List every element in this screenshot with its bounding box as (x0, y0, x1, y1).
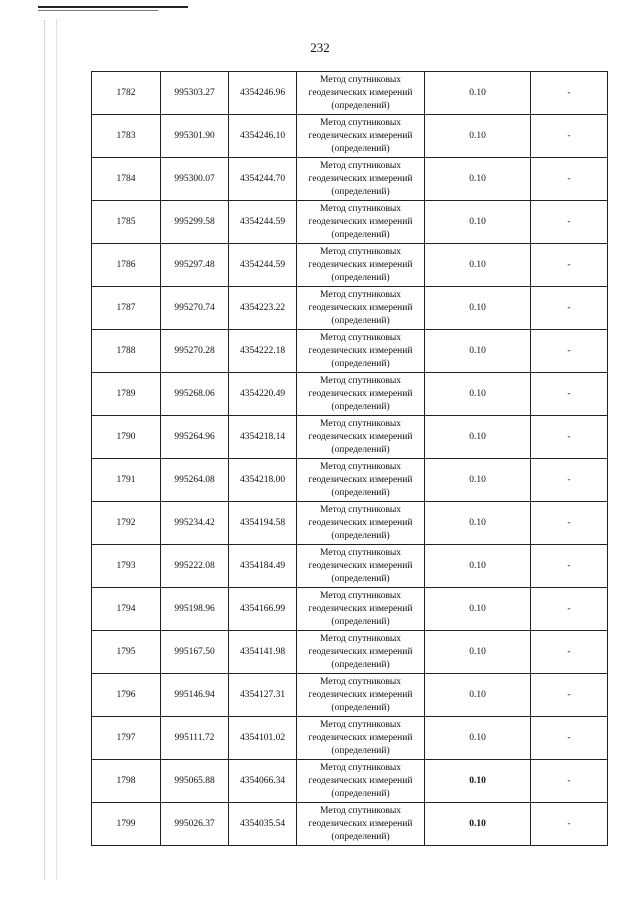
table-row (92, 287, 608, 330)
point-number-cell: 1795 (92, 631, 161, 674)
method-cell (297, 588, 425, 631)
y-coordinate-cell: 4354184.49 (229, 545, 297, 588)
x-coordinate-cell: 995300.07 (161, 158, 229, 201)
method-text-line: Метод спутниковых (319, 74, 402, 85)
method-text-line: геодезических измерений (308, 818, 413, 829)
precision-cell: 0.10 (425, 287, 531, 330)
precision-cell: 0.10 (425, 115, 531, 158)
point-number-cell: 1787 (92, 287, 161, 330)
precision-cell: 0.10 (425, 803, 531, 846)
x-coordinate-cell: 995146.94 (161, 674, 229, 717)
method-cell (297, 330, 425, 373)
point-number-cell: 1796 (92, 674, 161, 717)
precision-cell: 0.10 (425, 760, 531, 803)
method-text-line: Метод спутниковых (319, 547, 402, 558)
table-row (92, 244, 608, 287)
empty-value-cell: - (531, 588, 608, 631)
page-number: 232 (310, 40, 330, 55)
method-text-line: Метод спутниковых (319, 160, 402, 171)
point-number-cell: 1785 (92, 201, 161, 244)
y-coordinate-cell: 4354223.22 (229, 287, 297, 330)
point-number-cell: 1786 (92, 244, 161, 287)
method-cell (297, 631, 425, 674)
precision-cell: 0.10 (425, 201, 531, 244)
precision-cell: 0.10 (425, 588, 531, 631)
table-row (92, 416, 608, 459)
precision-cell: 0.10 (425, 459, 531, 502)
point-number-cell: 1788 (92, 330, 161, 373)
scan-artifact-margin (56, 20, 58, 880)
y-coordinate-cell: 4354166.99 (229, 588, 297, 631)
method-text-line: геодезических измерений (308, 259, 413, 270)
scan-artifact-line (38, 10, 158, 11)
x-coordinate-cell: 995198.96 (161, 588, 229, 631)
precision-cell: 0.10 (425, 158, 531, 201)
table-row (92, 803, 608, 846)
method-text-line: (определений) (331, 100, 390, 111)
method-text-line: (определений) (331, 401, 390, 412)
empty-value-cell: - (531, 459, 608, 502)
y-coordinate-cell: 4354141.98 (229, 631, 297, 674)
table-row (92, 717, 608, 760)
point-number-cell: 1794 (92, 588, 161, 631)
table-row (92, 545, 608, 588)
method-text-line: геодезических измерений (308, 517, 413, 528)
method-cell (297, 244, 425, 287)
y-coordinate-cell: 4354218.14 (229, 416, 297, 459)
empty-value-cell: - (531, 330, 608, 373)
method-text-line: геодезических измерений (308, 87, 413, 98)
x-coordinate-cell: 995167.50 (161, 631, 229, 674)
x-coordinate-cell: 995303.27 (161, 72, 229, 115)
empty-value-cell: - (531, 502, 608, 545)
scan-artifact-line (38, 6, 188, 8)
precision-cell: 0.10 (425, 545, 531, 588)
method-text-line: (определений) (331, 659, 390, 670)
precision-cell: 0.10 (425, 717, 531, 760)
empty-value-cell: - (531, 72, 608, 115)
empty-value-cell: - (531, 803, 608, 846)
method-text-line: Метод спутниковых (319, 332, 402, 343)
precision-cell: 0.10 (425, 631, 531, 674)
precision-cell: 0.10 (425, 330, 531, 373)
point-number-cell: 1783 (92, 115, 161, 158)
x-coordinate-cell: 995301.90 (161, 115, 229, 158)
x-coordinate-cell: 995111.72 (161, 717, 229, 760)
method-text-line: (определений) (331, 573, 390, 584)
method-text-line: геодезических измерений (308, 431, 413, 442)
method-text-line: геодезических измерений (308, 216, 413, 227)
x-coordinate-cell: 995264.08 (161, 459, 229, 502)
empty-value-cell: - (531, 201, 608, 244)
table-row (92, 502, 608, 545)
method-text-line: Метод спутниковых (319, 762, 402, 773)
method-cell (297, 201, 425, 244)
method-text-line: геодезических измерений (308, 732, 413, 743)
method-text-line: Метод спутниковых (319, 418, 402, 429)
method-cell (297, 72, 425, 115)
method-text-line: (определений) (331, 272, 390, 283)
empty-value-cell: - (531, 631, 608, 674)
method-text-line: (определений) (331, 186, 390, 197)
point-number-cell: 1782 (92, 72, 161, 115)
x-coordinate-cell: 995270.74 (161, 287, 229, 330)
y-coordinate-cell: 4354246.96 (229, 72, 297, 115)
coordinates-table (91, 71, 608, 846)
table-row (92, 760, 608, 803)
method-text-line: геодезических измерений (308, 775, 413, 786)
precision-cell: 0.10 (425, 72, 531, 115)
point-number-cell: 1789 (92, 373, 161, 416)
y-coordinate-cell: 4354222.18 (229, 330, 297, 373)
method-cell (297, 717, 425, 760)
method-cell (297, 545, 425, 588)
x-coordinate-cell: 995222.08 (161, 545, 229, 588)
method-text-line: Метод спутниковых (319, 117, 402, 128)
method-text-line: (определений) (331, 831, 390, 842)
method-text-line: (определений) (331, 616, 390, 627)
method-text-line: Метод спутниковых (319, 289, 402, 300)
method-text-line: геодезических измерений (308, 560, 413, 571)
precision-cell: 0.10 (425, 244, 531, 287)
method-cell (297, 287, 425, 330)
method-text-line: (определений) (331, 788, 390, 799)
method-text-line: геодезических измерений (308, 689, 413, 700)
point-number-cell: 1791 (92, 459, 161, 502)
method-text-line: геодезических измерений (308, 388, 413, 399)
table-row (92, 330, 608, 373)
table-row (92, 674, 608, 717)
empty-value-cell: - (531, 545, 608, 588)
method-text-line: Метод спутниковых (319, 461, 402, 472)
method-text-line: (определений) (331, 530, 390, 541)
method-text-line: геодезических измерений (308, 603, 413, 614)
y-coordinate-cell: 4354246.10 (229, 115, 297, 158)
table-row (92, 72, 608, 115)
method-text-line: геодезических измерений (308, 130, 413, 141)
point-number-cell: 1798 (92, 760, 161, 803)
table-row (92, 201, 608, 244)
method-text-line: геодезических измерений (308, 646, 413, 657)
method-cell (297, 674, 425, 717)
method-text-line: геодезических измерений (308, 345, 413, 356)
y-coordinate-cell: 4354066.34 (229, 760, 297, 803)
table-row (92, 373, 608, 416)
empty-value-cell: - (531, 760, 608, 803)
method-text-line: геодезических измерений (308, 302, 413, 313)
point-number-cell: 1793 (92, 545, 161, 588)
x-coordinate-cell: 995065.88 (161, 760, 229, 803)
method-text-line: Метод спутниковых (319, 504, 402, 515)
method-cell (297, 459, 425, 502)
method-text-line: геодезических измерений (308, 474, 413, 485)
point-number-cell: 1784 (92, 158, 161, 201)
method-cell (297, 416, 425, 459)
method-text-line: Метод спутниковых (319, 633, 402, 644)
x-coordinate-cell: 995264.96 (161, 416, 229, 459)
method-text-line: Метод спутниковых (319, 246, 402, 257)
method-text-line: (определений) (331, 745, 390, 756)
table-row (92, 459, 608, 502)
point-number-cell: 1790 (92, 416, 161, 459)
y-coordinate-cell: 4354244.70 (229, 158, 297, 201)
method-cell (297, 373, 425, 416)
point-number-cell: 1797 (92, 717, 161, 760)
empty-value-cell: - (531, 244, 608, 287)
precision-cell: 0.10 (425, 416, 531, 459)
empty-value-cell: - (531, 115, 608, 158)
x-coordinate-cell: 995297.48 (161, 244, 229, 287)
method-text-line: Метод спутниковых (319, 676, 402, 687)
empty-value-cell: - (531, 416, 608, 459)
method-text-line: (определений) (331, 487, 390, 498)
y-coordinate-cell: 4354127.31 (229, 674, 297, 717)
table-row (92, 588, 608, 631)
empty-value-cell: - (531, 373, 608, 416)
empty-value-cell: - (531, 717, 608, 760)
x-coordinate-cell: 995026.37 (161, 803, 229, 846)
method-text-line: Метод спутниковых (319, 590, 402, 601)
method-text-line: Метод спутниковых (319, 719, 402, 730)
y-coordinate-cell: 4354244.59 (229, 201, 297, 244)
empty-value-cell: - (531, 158, 608, 201)
x-coordinate-cell: 995234.42 (161, 502, 229, 545)
method-text-line: (определений) (331, 444, 390, 455)
method-text-line: Метод спутниковых (319, 203, 402, 214)
y-coordinate-cell: 4354101.02 (229, 717, 297, 760)
empty-value-cell: - (531, 287, 608, 330)
method-text-line: (определений) (331, 143, 390, 154)
precision-cell: 0.10 (425, 674, 531, 717)
precision-cell: 0.10 (425, 502, 531, 545)
point-number-cell: 1792 (92, 502, 161, 545)
method-cell (297, 803, 425, 846)
table-row (92, 631, 608, 674)
point-number-cell: 1799 (92, 803, 161, 846)
method-text-line: (определений) (331, 229, 390, 240)
method-text-line: Метод спутниковых (319, 805, 402, 816)
table-row (92, 115, 608, 158)
y-coordinate-cell: 4354035.54 (229, 803, 297, 846)
method-cell (297, 502, 425, 545)
method-text-line: Метод спутниковых (319, 375, 402, 386)
scan-artifact-margin (44, 20, 46, 880)
method-text-line: геодезических измерений (308, 173, 413, 184)
method-text-line: (определений) (331, 315, 390, 326)
x-coordinate-cell: 995268.06 (161, 373, 229, 416)
x-coordinate-cell: 995299.58 (161, 201, 229, 244)
table-row (92, 158, 608, 201)
precision-cell: 0.10 (425, 373, 531, 416)
y-coordinate-cell: 4354194.58 (229, 502, 297, 545)
y-coordinate-cell: 4354218.00 (229, 459, 297, 502)
method-text-line: (определений) (331, 358, 390, 369)
method-cell (297, 158, 425, 201)
y-coordinate-cell: 4354244.59 (229, 244, 297, 287)
method-cell (297, 760, 425, 803)
y-coordinate-cell: 4354220.49 (229, 373, 297, 416)
coordinates-table-body (92, 72, 608, 846)
method-cell (297, 115, 425, 158)
empty-value-cell: - (531, 674, 608, 717)
method-text-line: (определений) (331, 702, 390, 713)
x-coordinate-cell: 995270.28 (161, 330, 229, 373)
